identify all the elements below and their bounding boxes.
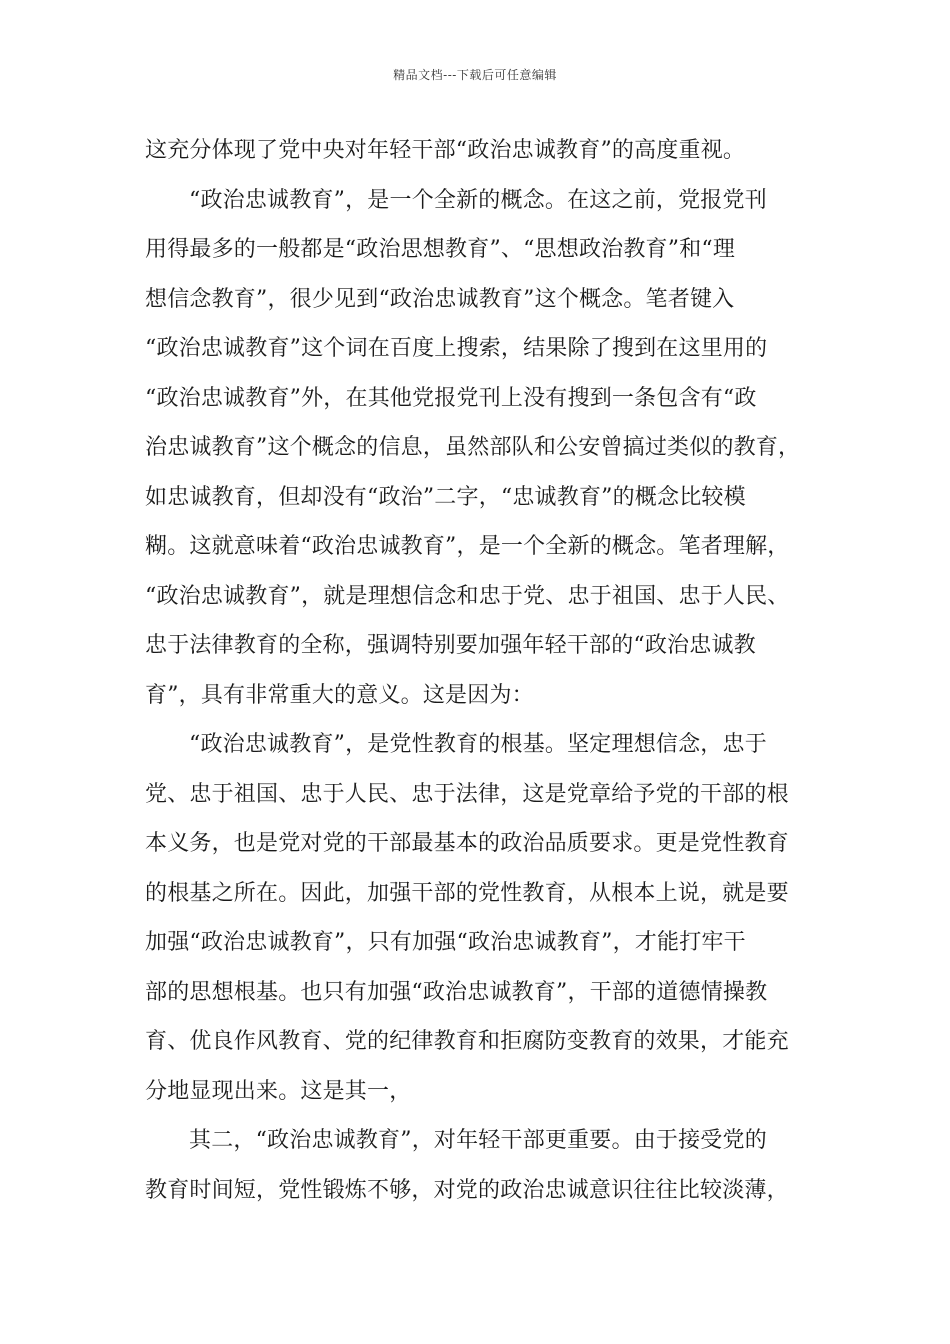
text-line: 治忠诚教育”这个概念的信息，虽然部队和公安曾搞过类似的教育，	[145, 435, 801, 460]
page-header: 精品文档---下载后可任意编辑	[393, 68, 557, 82]
text-line: 忠于法律教育的全称，强调特别要加强年轻干部的“政治忠诚教	[145, 633, 756, 658]
text-line: 部的思想根基。也只有加强“政治忠诚教育”，干部的道德情操教	[145, 979, 768, 1005]
text-line: 的根基之所在。因此，加强干部的党性教育，从根本上说，就是要	[145, 880, 789, 906]
text-line: 想信念教育”，很少见到“政治忠诚教育”这个概念。笔者键入	[145, 286, 735, 312]
text-line: 党、忠于祖国、忠于人民、忠于法律，这是党章给予党的干部的根	[145, 781, 789, 807]
text-line: 分地显现出来。这是其一，	[145, 1078, 412, 1104]
text-line: “政治忠诚教育”，是党性教育的根基。坚定理想信念，忠于	[189, 732, 767, 757]
text-line: 如忠诚教育，但却没有“政治”二字，“忠诚教育”的概念比较模	[145, 484, 746, 510]
text-line: “政治忠诚教育”，就是理想信念和忠于党、忠于祖国、忠于人民、	[145, 583, 790, 609]
text-line: 加强“政治忠诚教育”，只有加强“政治忠诚教育”，才能打牢干	[145, 930, 746, 955]
text-line: 育”，具有非常重大的意义。这是因为：	[145, 682, 534, 708]
text-line: 教育时间短，党性锻炼不够，对党的政治忠诚意识往往比较淡薄，	[145, 1177, 789, 1203]
text-line: “政治忠诚教育”这个词在百度上搜索，结果除了搜到在这里用的	[145, 336, 768, 361]
text-line: “政治忠诚教育”外，在其他党报党刊上没有搜到一条包含有“政	[145, 385, 757, 411]
text-line: 本义务，也是党对党的干部最基本的政治品质要求。更是党性教育	[145, 831, 789, 856]
text-line: 这充分体现了党中央对年轻干部“政治忠诚教育”的高度重视。	[145, 138, 746, 163]
text-line: 其二，“政治忠诚教育”，对年轻干部更重要。由于接受党的	[189, 1128, 767, 1153]
body-text	[145, 126, 815, 1215]
text-line: “政治忠诚教育”，是一个全新的概念。在这之前，党报党刊	[189, 187, 767, 213]
text-line: 糊。这就意味着“政治忠诚教育”，是一个全新的概念。笔者理解，	[145, 534, 790, 559]
text-line: 育、优良作风教育、党的纪律教育和拒腐防变教育的效果，才能充	[145, 1029, 789, 1054]
text-line: 用得最多的一般都是“政治思想教育”、“思想政治教育”和“理	[145, 237, 736, 262]
